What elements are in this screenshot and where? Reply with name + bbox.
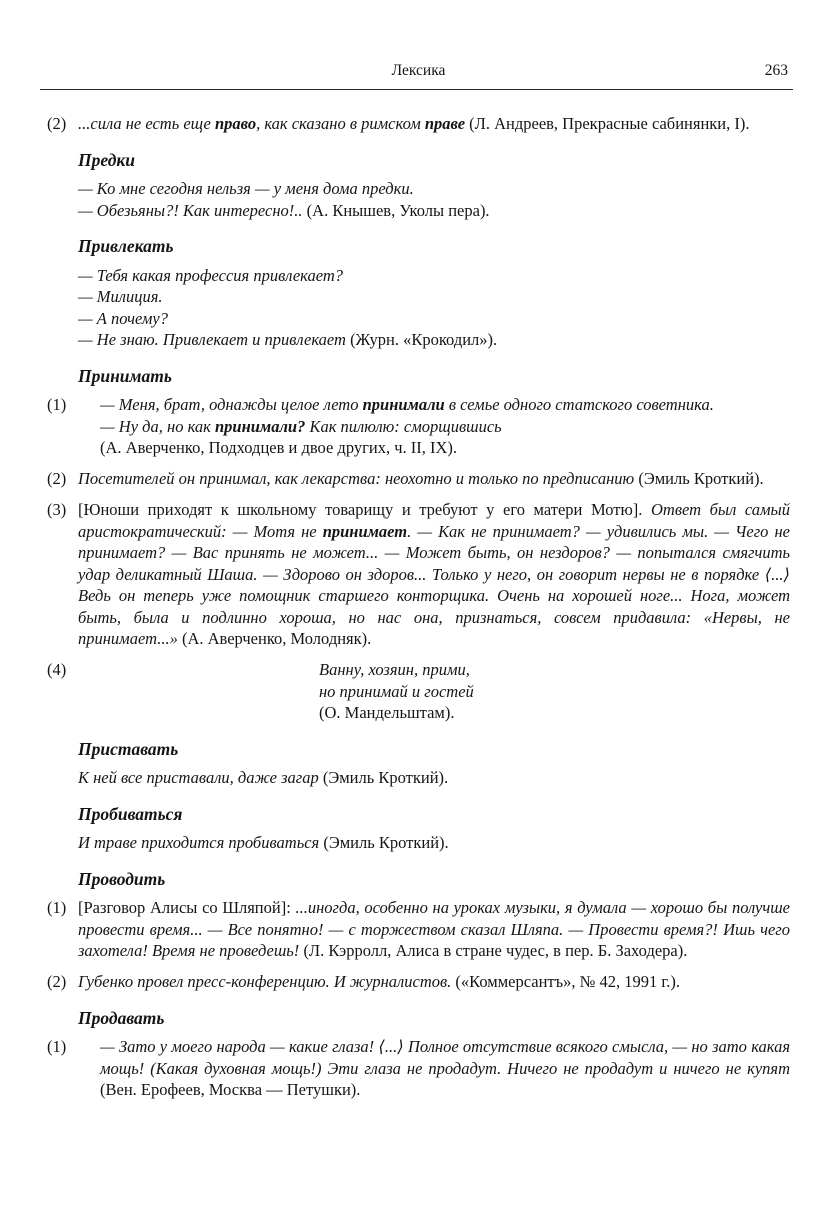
- text-segment: (Л. Андреев, Прекрасные сабинянки, I).: [465, 114, 750, 133]
- text-segment: — Тебя какая профессия привлекает?: [78, 265, 344, 285]
- text-segment: К ней все приставали, даже загар: [78, 768, 323, 787]
- example-number: (1): [47, 1037, 67, 1056]
- text-segment: («Коммерсантъ», № 42, 1991 г.).: [455, 972, 681, 991]
- example-number: [47, 265, 78, 351]
- example-body: [78, 832, 790, 854]
- example-body: [78, 897, 790, 962]
- entry-headword: Пробиваться: [78, 803, 183, 824]
- text-segment: И траве приходится пробиваться: [78, 833, 324, 852]
- example-body: [78, 265, 790, 351]
- text-segment: (О. Мандельштам).: [319, 703, 455, 722]
- text-segment: в семье одного статского советника.: [444, 395, 714, 414]
- text-segment: [Юноши приходят к школьному товарищу и требуют у его матери Мотю].: [78, 500, 652, 519]
- example-item: [47, 468, 790, 490]
- example-body: [78, 113, 790, 135]
- example-paragraph: [78, 767, 790, 789]
- text-segment: право: [214, 114, 257, 133]
- text-segment: принимали?: [214, 416, 306, 436]
- example-item: [47, 265, 790, 351]
- example-paragraph: [78, 178, 790, 200]
- text-segment: ...иногда, особенно на уроках музыки, я думала — хорошо бы получше провести время... — Все понятно! — с торжеством сказал Шляпа. — Провести время?! Ишь чего захотела! Время не проведешь!: [78, 898, 790, 960]
- example-item: [47, 394, 790, 459]
- example-number: (2): [47, 469, 67, 488]
- example-body: [78, 499, 790, 650]
- text-segment: — Ко мне сегодня нельзя — у меня дома предки.: [78, 179, 414, 198]
- text-segment: Ответ был самый аристократический: — Мотя не: [78, 500, 790, 541]
- text-segment: принимали: [362, 395, 445, 414]
- example-item: [47, 971, 790, 993]
- example-paragraph: [78, 113, 790, 135]
- example-item: [47, 178, 790, 221]
- poem-line: [319, 702, 790, 724]
- example-paragraph: [100, 437, 790, 459]
- text-segment: (Журн. «Крокодил»).: [350, 330, 498, 349]
- running-title: Лексика: [391, 62, 446, 79]
- example-paragraph: [78, 200, 790, 222]
- example-item: [47, 499, 790, 650]
- example-body: [78, 1036, 790, 1101]
- text-segment: — Зато у моего народа — какие глаза! ⟨...⟩ Полное отсутствие всякого смысла, — но зато какая мощь! (Какая духовная мощь!) Эти глаза не продадут. Ничего не продадут и ничего не купят: [100, 1037, 790, 1078]
- example-body: [78, 767, 790, 789]
- text-segment: — Ну да, но как: [100, 416, 215, 436]
- text-segment: принимает: [322, 521, 408, 541]
- example-item: [47, 767, 790, 789]
- example-item: [47, 897, 790, 962]
- example-item: [47, 1036, 790, 1101]
- example-paragraph: [78, 499, 790, 650]
- text-segment: ...сила не есть еще: [78, 114, 215, 133]
- text-segment: — А почему?: [78, 308, 168, 328]
- text-segment: (А. Аверченко, Молодняк).: [181, 629, 372, 648]
- text-segment: Ванну, хозяин, прими,: [319, 660, 470, 679]
- text-segment: [Разговор Алисы со Шляпой]:: [78, 898, 296, 917]
- text-segment: (Л. Кэрролл, Алиса в стране чудес, в пер. Б. Заходера).: [303, 941, 688, 960]
- text-segment: . — Как не принимает? — удивились мы. — Чего не принимает? — Вас принять не может... — Может быть, он нездоров? — попытался смягчить удар деликатный Шаша. — Здорово он здоров... Только у него, он говорит нервы не в порядке ⟨...⟩ Ведь он теперь уже помощник старшего конторщика. Очень на хорошей ноге... Нога, может быть, была и подлинно хороша, но нас она, признаться, совсем придавила: «Нервы, не принимает...»: [78, 521, 790, 648]
- example-number: (4): [47, 660, 67, 679]
- entry-headword: Продавать: [78, 1007, 165, 1028]
- example-number: (1): [47, 395, 67, 414]
- example-number: (3): [47, 500, 67, 519]
- text-segment: Как пилюлю: сморщившись: [305, 416, 502, 436]
- text-segment: (Эмиль Кроткий).: [322, 768, 449, 787]
- page-number: 263: [764, 62, 788, 79]
- example-paragraph: [78, 971, 790, 993]
- example-body: [78, 178, 790, 221]
- example-number: [47, 767, 78, 789]
- example-paragraph: [100, 416, 790, 438]
- example-number: [47, 178, 78, 221]
- example-number: [47, 832, 78, 854]
- example-paragraph: [100, 394, 790, 416]
- page-content: [47, 90, 790, 1101]
- example-body: [78, 468, 790, 490]
- example-paragraph: [78, 329, 790, 351]
- text-segment: (Вен. Ерофеев, Москва — Петушки).: [100, 1080, 361, 1099]
- example-number: (1): [47, 898, 67, 917]
- example-paragraph: [78, 286, 790, 308]
- text-segment: (А. Кнышев, Уколы пера).: [306, 200, 490, 220]
- text-segment: (А. Аверченко, Подходцев и двое других, ч. II, IX).: [100, 438, 458, 457]
- example-paragraph: [78, 832, 790, 854]
- text-segment: — Не знаю. Привлекает и привлекает: [78, 330, 351, 349]
- text-segment: (Эмиль Кроткий).: [323, 833, 449, 852]
- poem-line: [319, 659, 790, 681]
- text-segment: — Милиция.: [78, 287, 163, 306]
- verse-example: [47, 659, 790, 724]
- text-segment: Посетителей он принимал, как лекарства: неохотно и только по предписанию: [78, 469, 639, 488]
- entry-headword: Привлекать: [78, 236, 174, 256]
- example-paragraph: [78, 308, 790, 330]
- example-item: [47, 832, 790, 854]
- text-segment: Губенко провел пресс-конференцию. И журналистов.: [78, 972, 456, 991]
- example-paragraph: [78, 897, 790, 962]
- text-segment: (Эмиль Кроткий).: [638, 469, 764, 488]
- running-header: [47, 60, 790, 82]
- poem-line: [319, 681, 790, 703]
- example-paragraph: [78, 468, 790, 490]
- text-segment: — Обезьяны?! Как интересно!..: [78, 200, 307, 220]
- entry-headword: Приставать: [78, 738, 179, 759]
- example-body: [78, 659, 790, 724]
- example-body: [78, 971, 790, 993]
- entry-headword: Проводить: [78, 868, 166, 889]
- example-body: [78, 394, 790, 459]
- example-item: [47, 113, 790, 135]
- example-number: (2): [47, 114, 67, 133]
- text-segment: — Меня, брат, однажды целое лето: [100, 395, 363, 414]
- text-segment: , как сказано в римском: [256, 114, 425, 133]
- example-paragraph: [100, 1036, 790, 1101]
- text-segment: но принимай и гостей: [319, 681, 474, 701]
- entry-headword: Принимать: [78, 365, 172, 386]
- example-paragraph: [78, 265, 790, 287]
- text-segment: праве: [424, 114, 466, 133]
- example-number: (2): [47, 972, 67, 991]
- entry-headword: Предки: [78, 149, 135, 170]
